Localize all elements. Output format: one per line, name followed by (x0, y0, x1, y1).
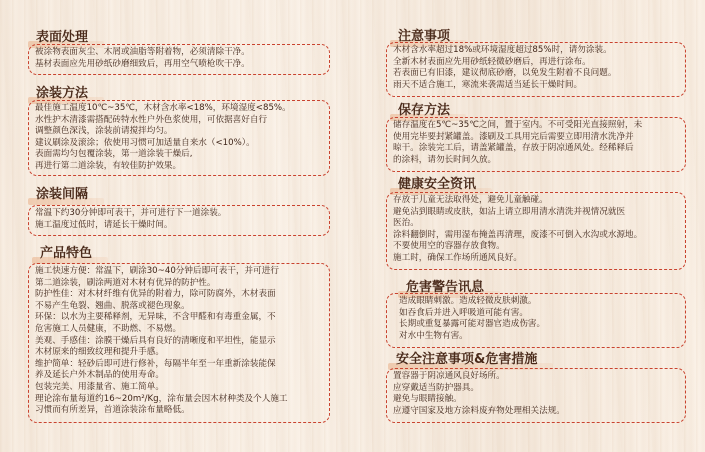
text-line: 不易产生龟裂、翘曲、脱落或褪色现象。 (35, 300, 190, 311)
hazard-warning-heading: 危害警告讯息 (400, 279, 484, 296)
text-line: 再进行第二道涂装，有较佳防护效果。 (35, 160, 182, 171)
text-line: 医治。 (393, 218, 419, 229)
text-line: 维护简单：轻砂后即可进行修补，每隔半年至一年重新涂装能保 (35, 358, 276, 369)
text-line: 应穿戴适当防护器具。 (393, 382, 479, 393)
safety-measures-heading: 安全注意事项&危害措施 (390, 351, 537, 368)
safety-measures-box (386, 368, 686, 423)
surface-treatment-heading: 表面处理 (30, 29, 88, 46)
text-line: 造成眼睛刺激。造成轻微皮肤刺激。 (399, 296, 537, 306)
text-line: 木材原来的细致纹理和提升手感。 (35, 347, 164, 358)
product-features-box (28, 263, 330, 423)
text-line: 储存温度在5℃~35℃之间，置于室内。不可受阳光直接照射，未 (393, 120, 643, 130)
storage-box (386, 117, 686, 172)
text-line: 表面需均匀包覆涂装，第一道涂装干燥后, (35, 149, 193, 160)
text-line: 应遵守国家及地方涂料废弃物处理相关法规。 (393, 405, 565, 416)
health-safety-box (386, 192, 686, 270)
text-line: 常温下约30分钟即可表干，并可进行下一道涂装。 (35, 208, 227, 218)
text-line: 使用完毕要封紧罐盖。漆刷及工具用完后需要立即用清水洗净并 (393, 131, 634, 142)
text-line: 建议刷涂及滚涂；依使用习惯可加适量自来水（<10%）。 (35, 137, 255, 148)
text-line: 危害施工人员健康，不助燃、不易燃。 (35, 323, 182, 334)
text-line: 对水中生物有害。 (399, 330, 468, 341)
text-line: 雨天不适合施工，寒流来袭需适当延长干燥时间。 (393, 79, 583, 90)
text-line: 习惯而有所差异，首道涂装涂布量略低。 (35, 405, 190, 416)
text-line: 的涂料，请勿长时间久放。 (393, 154, 497, 165)
text-line: 调整颜色深浅，涂装前请搅拌均匀。 (35, 126, 173, 137)
text-line: 长期或重复暴露可能对器官造成伤害。 (399, 319, 546, 330)
notice-box (386, 42, 686, 97)
coating-method-heading: 涂装方法 (30, 85, 88, 102)
text-line: 第二道涂装，刷涂两道对木材有优异的防护性。 (35, 277, 216, 288)
text-line: 不要使用空的容器存放食物。 (393, 241, 505, 252)
text-line: 存放于儿童无法取得处，避免儿童触碰。 (393, 195, 548, 205)
text-line: 涂料翻倒时，需用湿布掩盖再清理，废漆不可倒入水沟或水源地。 (393, 229, 643, 240)
text-line: 理论涂布量每道约16~20m²/Kg，涂布量会因木材种类及个人施工 (35, 393, 288, 404)
text-line: 养及延长户外木制品的使用寿命。 (35, 370, 164, 381)
text-line: 施工时，确保工作场所通风良好。 (393, 252, 522, 263)
text-line: 水性护木清漆需搭配砖特水性户外色浆使用，可依据喜好自行 (35, 114, 268, 125)
text-line: 防护性佳：对木材纤维有优异的附着力，除可防腐外，木材表面 (35, 289, 276, 300)
text-line: 置容器于阴凉通风良好场所。 (393, 371, 505, 381)
storage-heading: 保存方法 (392, 102, 450, 119)
product-features-heading: 产品特色 (34, 245, 92, 262)
text-line: 美观、手感佳：涂膜干燥后具有良好的清晰度和平坦性，能显示 (35, 335, 276, 346)
text-line: 被涂物表面灰尘、木屑或油脂等附着物，必须清除干净。 (35, 47, 250, 57)
text-line: 避免沾到眼睛或皮肤，如沾上请立即用清水清洗并视情况就医 (393, 206, 626, 217)
health-safety-heading: 健康安全资讯 (392, 176, 476, 193)
text-line: 最佳施工温度10℃~35℃，木材含水率<18%，环境湿度<85%。 (35, 103, 291, 113)
text-line: 基材表面应先用砂纸砂磨细致后，再用空气喷枪吹干净。 (35, 58, 250, 69)
text-line: 避免与眼睛接触。 (393, 394, 462, 405)
text-line: 晾干。涂装完工后，请盖紧罐盖，存放于阴凉通风处。经稀释后 (393, 143, 634, 154)
coating-interval-heading: 涂装间隔 (30, 186, 88, 203)
text-line: 若表面已有旧漆，建议彻底砂磨，以免发生附着不良问题。 (393, 68, 617, 79)
text-line: 木材含水率超过18%或环境湿度超过85%时，请勿涂装。 (393, 45, 612, 55)
surface-treatment-box (28, 44, 330, 75)
text-line: 施工温度过低时，请延长干燥时间。 (35, 219, 173, 230)
text-line: 全新木材表面应先用砂纸轻微砂磨后，再进行涂布。 (393, 56, 591, 67)
text-line: 如吞食后并进入呼吸道可能有害。 (399, 307, 528, 318)
hazard-warning-box (386, 293, 686, 348)
text-line: 施工快速方便：常温下，刷涂30~40分钟后即可表干，并可进行 (35, 266, 279, 276)
text-line: 环保：以水为主要稀释剂，无异味，不含甲醛和有毒重金属，不 (35, 312, 276, 323)
notice-heading: 注意事项 (392, 28, 450, 45)
text-line: 包装完美、用漆量省、施工简单。 (35, 381, 164, 392)
coating-interval-box (28, 205, 330, 236)
coating-method-box (28, 100, 330, 176)
